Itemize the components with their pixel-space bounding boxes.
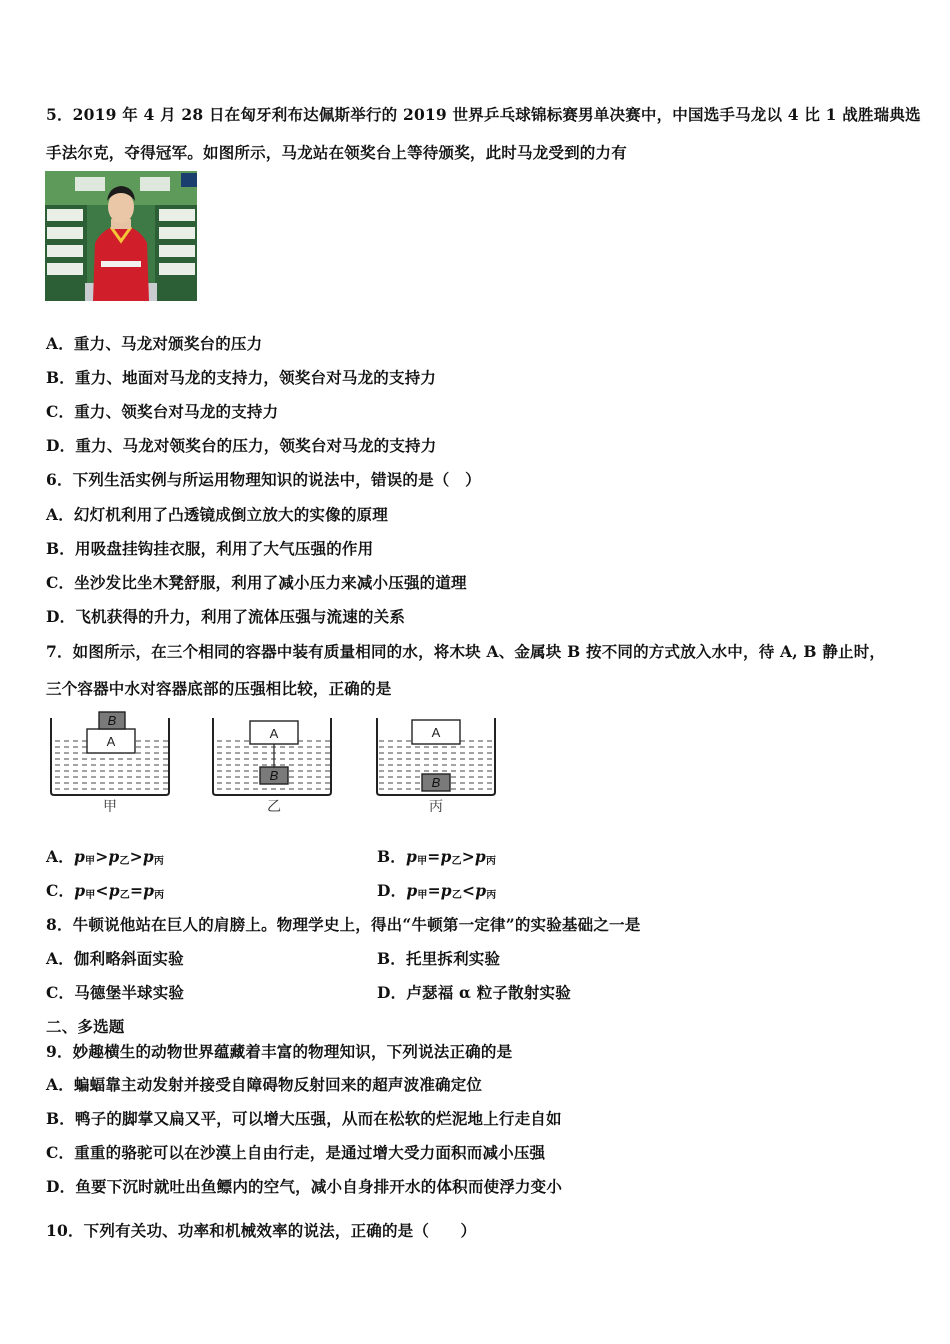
q10-stem: 10．下列有关功、功率和机械效率的说法，正确的是（ ） [46, 1221, 477, 1240]
q5-option-a: A．重力、马龙对颁奖台的压力 [46, 334, 263, 353]
q7-stem-line1: 7．如图所示，在三个相同的容器中装有质量相同的水，将木块 A、金属块 B 按不同的方式放入水中，待 A, B 静止时， [46, 642, 886, 661]
label-b-jia: B [107, 713, 117, 728]
three-containers-figure [46, 708, 506, 818]
caption-bing: 丙 [429, 798, 443, 814]
section-heading-multiple-choice: 二、多选题 [46, 1017, 125, 1036]
container-jia [51, 712, 169, 814]
q6-option-b: B．用吸盘挂钩挂衣服，利用了大气压强的作用 [46, 539, 374, 558]
q7-option-a: A．$p_甲>p_乙>p_丙$ [46, 847, 165, 867]
caption-jia: 甲 [103, 798, 117, 814]
q8-stem: 8．牛顿说他站在巨人的肩膀上。物理学史上，得出“牛顿第一定律”的实验基础之一是 [46, 915, 641, 934]
q5-option-d: D．重力、马龙对领奖台的压力，领奖台对马龙的支持力 [46, 436, 437, 455]
q9-option-d: D．鱼要下沉时就吐出鱼鳔内的空气，减小自身排开水的体积而使浮力变小 [46, 1177, 563, 1196]
q8-option-a: A．伽利略斜面实验 [46, 949, 184, 968]
q7-option-c: C．$p_甲<p_乙=p_丙$ [46, 881, 165, 901]
q5-stem-line1: 5．2019 年 4 月 28 日在匈牙利布达佩斯举行的 2019 世界乒乓球锦标赛男单决赛中，中国选手马龙以 4 比 1 战胜瑞典选 [46, 105, 921, 124]
q7-option-d: D．$p_甲=p_乙<p_丙$ [377, 881, 497, 901]
q8-option-c: C．马德堡半球实验 [46, 983, 185, 1002]
ma-long-podium-photo [45, 171, 197, 301]
q7-stem-line2: 三个容器中水对容器底部的压强相比较，正确的是 [46, 679, 392, 698]
q9-stem: 9．妙趣横生的动物世界蕴藏着丰富的物理知识，下列说法正确的是 [46, 1042, 513, 1061]
q6-stem: 6．下列生活实例与所运用物理知识的说法中，错误的是（ ） [46, 470, 481, 489]
q7-option-b: B．$p_甲=p_乙>p_丙$ [377, 847, 497, 867]
q6-option-a: A．幻灯机利用了凸透镜成倒立放大的实像的原理 [46, 505, 388, 524]
q5-option-c: C．重力、领奖台对马龙的支持力 [46, 402, 279, 421]
q6-option-d: D．飞机获得的升力，利用了流体压强与流速的关系 [46, 607, 406, 626]
q5-stem-line2: 手法尔克，夺得冠军。如图所示，马龙站在领奖台上等待颁奖，此时马龙受到的力有 [46, 143, 627, 162]
q6-option-c: C．坐沙发比坐木凳舒服，利用了减小压力来减小压强的道理 [46, 573, 467, 592]
container-bing [377, 718, 495, 814]
label-a-bing: A [431, 725, 441, 740]
caption-yi: 乙 [267, 798, 281, 814]
q8-option-d: D．卢瑟福 α 粒子散射实验 [377, 983, 571, 1002]
label-a-yi: A [269, 726, 279, 741]
label-b-yi: B [269, 768, 279, 783]
container-yi [213, 718, 331, 814]
label-b-bing: B [431, 775, 441, 790]
q9-option-c: C．重重的骆驼可以在沙漠上自由行走，是通过增大受力面积而减小压强 [46, 1143, 546, 1162]
q5-option-b: B．重力、地面对马龙的支持力，领奖台对马龙的支持力 [46, 368, 437, 387]
q9-option-b: B．鸭子的脚掌又扁又平，可以增大压强，从而在松软的烂泥地上行走自如 [46, 1109, 562, 1128]
label-a-jia: A [106, 734, 116, 749]
q8-option-b: B．托里拆利实验 [377, 949, 501, 968]
q9-option-a: A．蝙蝠靠主动发射并接受自障碍物反射回来的超声波准确定位 [46, 1075, 483, 1094]
